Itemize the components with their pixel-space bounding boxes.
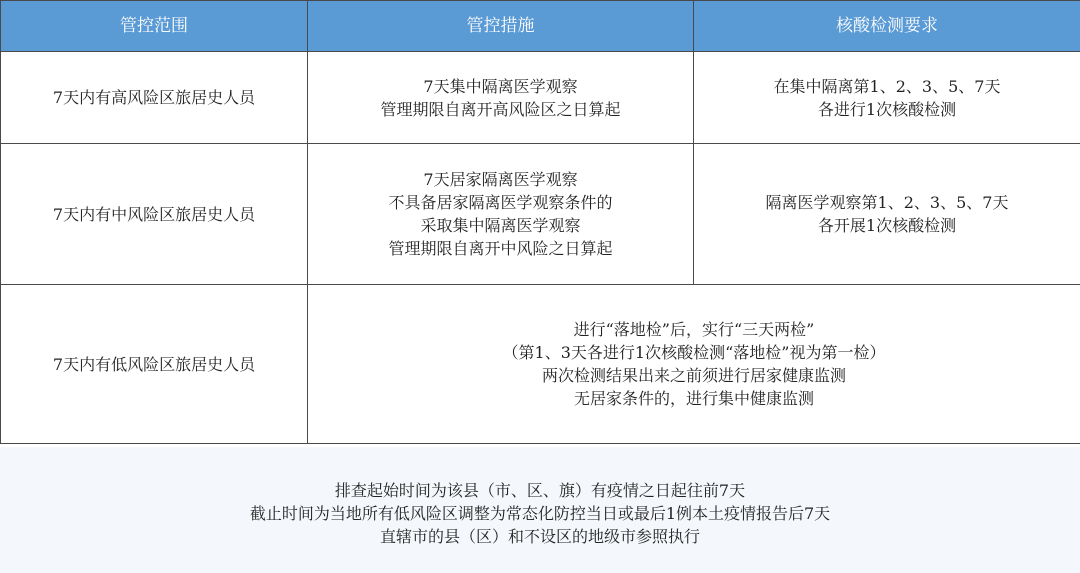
testing-cell xyxy=(694,52,1080,144)
combined-line: （第1、3天各进行1次核酸检测“落地检”视为第一检） xyxy=(502,343,886,362)
footnote-block xyxy=(0,447,1080,573)
combined-line: 两次检测结果出来之前须进行居家健康监测 xyxy=(541,366,846,385)
measure-line: 管理期限自离开中风险之日算起 xyxy=(388,239,613,258)
measure-line: 管理期限自离开高风险区之日算起 xyxy=(380,99,621,119)
footnote-line: 排查起始时间为该县（市、区、旗）有疫情之日起往前7天 xyxy=(334,480,746,500)
combined-measures-cell xyxy=(308,285,1080,444)
measure-line: 7天集中隔离医学观察 xyxy=(423,76,578,96)
table-row-medium-risk xyxy=(1,144,1080,285)
measures-cell xyxy=(308,144,694,285)
table-row-low-risk xyxy=(1,285,1080,444)
scope-cell: 7天内有低风险区旅居史人员 xyxy=(1,285,308,444)
measure-line: 不具备居家隔离医学观察条件的 xyxy=(388,193,613,212)
header-measures: 管控措施 xyxy=(308,1,694,52)
combined-line: 进行“落地检”后，实行“三天两检” xyxy=(573,320,815,339)
scope-cell: 7天内有中风险区旅居史人员 xyxy=(1,144,308,285)
combined-line: 无居家条件的，进行集中健康监测 xyxy=(573,389,814,408)
testing-cell xyxy=(694,144,1080,285)
testing-line: 各进行1次核酸检测 xyxy=(817,99,957,119)
testing-line: 在集中隔离第1、2、3、5、7天 xyxy=(773,76,1001,96)
measure-line: 7天居家隔离医学观察 xyxy=(423,170,578,189)
footnote-line: 截止时间为当地所有低风险区调整为常态化防控当日或最后1例本土疫情报告后7天 xyxy=(249,503,831,523)
table-row-high-risk xyxy=(1,52,1080,144)
testing-line: 隔离医学观察第1、2、3、5、7天 xyxy=(765,193,1009,212)
footnote-line: 直辖市的县（区）和不设区的地级市参照执行 xyxy=(379,526,700,546)
table-header-row xyxy=(1,1,1080,52)
testing-line: 各开展1次核酸检测 xyxy=(817,216,957,235)
scope-cell: 7天内有高风险区旅居史人员 xyxy=(1,52,308,144)
header-scope: 管控范围 xyxy=(1,1,308,52)
header-testing: 核酸检测要求 xyxy=(694,1,1080,52)
measures-cell xyxy=(308,52,694,144)
measure-line: 采取集中隔离医学观察 xyxy=(420,216,581,235)
